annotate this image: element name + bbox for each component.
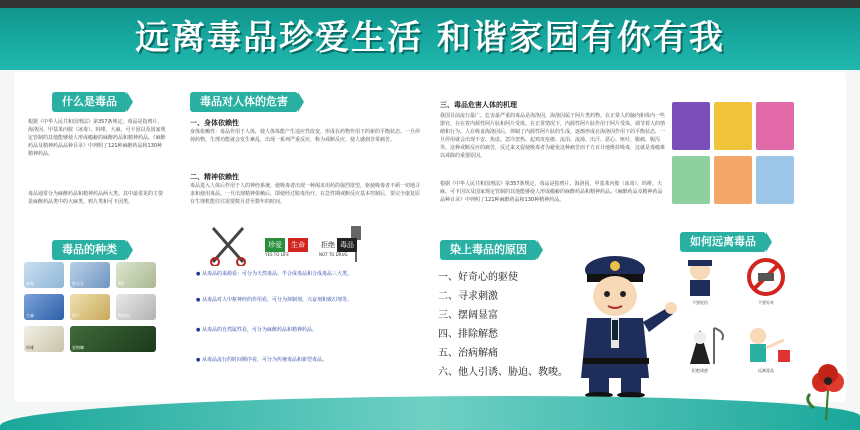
- harm-sub1: 一、身体依赖性: [190, 119, 239, 127]
- banner-drug: [337, 238, 357, 252]
- harm-sub2: 二、精神依赖性: [190, 173, 239, 181]
- harm-bullet: ● 从毒品对人中枢神经的作用看，可分为抑制剂、兴奋剂和致幻剂等。: [196, 297, 352, 303]
- police-officer-icon: [565, 248, 680, 398]
- banner-right2-text: 毒品: [340, 241, 354, 249]
- avoid-title: 如何远离毒品: [680, 232, 766, 252]
- say-no-banner: [205, 222, 425, 266]
- banner-right-text: 拒绝: [321, 241, 335, 249]
- avoid-caption: 远离毒品: [758, 368, 774, 373]
- drug-thumb-label: 大麻: [26, 313, 34, 318]
- page-title: 远离毒品珍爱生活 和谐家园有你有我: [135, 18, 725, 58]
- what-is-drug-body2: 毒品通常分为麻醉药品和精神药品两大类。其中最常见的主要是麻醉药品类中的大麻类、鸦片类和可卡因类。: [28, 191, 164, 205]
- cause-item: 三、摆阔显富: [438, 310, 498, 321]
- drug-thumb: [70, 262, 110, 288]
- harm-title: 毒品对人体的危害: [190, 92, 298, 112]
- what-is-drug-body: 根据《中华人民共和国刑法》第357条规定，毒品是指鸦片、海洛因、甲基苯丙胺（冰毒）、吗啡、大麻、可卡因以及国家规定管制的其他能够使人形成瘾癖的麻醉药品和精神药品。《麻醉药品及精神药品品种目录》中列明了121种麻醉药品和130种精神药品。: [28, 119, 166, 157]
- cause-item: 一、好奇心的驱使: [438, 272, 518, 283]
- comic-panel: [714, 156, 752, 204]
- drug-thumb-label: 摇头丸: [72, 281, 84, 286]
- cause-item: 二、寻求刺激: [438, 291, 498, 302]
- harm-p2: 毒品进入人体后作用于人的神经系统，使吸毒者出现一种渴求用药的强烈欲望，驱使吸毒者不顾一切地寻求和使用毒品。一旦出现精神依赖后，即使经过脱毒治疗，在急性期戒断反应基本控制后，要完全康复原有生理机能往往需要数月甚至数年的时间。: [190, 183, 421, 205]
- drug-thumb: [24, 326, 64, 352]
- cause-item: 五、治病解痛: [438, 348, 498, 359]
- mechanism-p1: 我国目前流行最广、危害最严重的毒品是海洛因，海洛因属于阿片类药物。在正常人的脑内和体内一些器官，存在着内源性阿片肽和阿片受体。在正常情况下，内源性阿片肽作用于阿片受体，调节着人的情绪和行为。人在吸食海洛因后，抑制了内源性阿片肽的生成，逐渐形成在海洛因作用下的平衡状态，一旦停用就会出现不安、焦虑、忽冷忽热、起鸡皮疙瘩、流泪、流涕、出汗、恶心、呕吐、腹痛、腹泻等。这种戒断反应的痛苦，反过来又促使吸毒者为避免这种痛苦而千方百计地维持吸毒，这就是毒瘾难以戒除的重要原因。: [440, 113, 665, 159]
- avoid-caption: 不要好奇: [758, 300, 774, 305]
- banner-yes: [265, 238, 285, 252]
- banner-mid-text: 生命: [291, 241, 305, 249]
- banner-en2: NOT TO DRUG: [319, 252, 348, 257]
- drug-types-grid: [24, 262, 156, 382]
- causes-list: [438, 268, 578, 393]
- harm-bullets: [196, 270, 428, 390]
- no-drugs-icon: [738, 256, 794, 298]
- comic-panel: [756, 156, 794, 204]
- poppy-flower-icon: [800, 360, 856, 420]
- banner-left-text: 珍爱: [268, 241, 282, 249]
- causes-title: 染上毒品的原因: [440, 240, 537, 260]
- harm-bullet: ● 从毒品流行的时间顺序看，可分为传统毒品和新型毒品。: [196, 357, 327, 363]
- drug-thumb: [116, 294, 156, 320]
- syringe-scissors-icon: [205, 222, 425, 266]
- comic-panel: [756, 102, 794, 150]
- cause-item: 四、排除解愁: [438, 329, 498, 340]
- drug-types-title: 毒品的种类: [52, 240, 127, 260]
- drug-thumb-label: K粉: [118, 281, 125, 286]
- comic-panel: [714, 102, 752, 150]
- avoid-caption: 拒绝诱惑: [692, 368, 708, 373]
- drug-thumb-label: 安钠咖: [72, 345, 84, 350]
- drug-thumb: [116, 262, 156, 288]
- drug-thumb-label: 鸦片: [72, 313, 80, 318]
- avoid-illustration: [738, 256, 794, 298]
- drug-thumb: [24, 262, 64, 288]
- avoid-caption: 不要轻信: [692, 300, 708, 305]
- cause-item: 六、他人引诱、胁迫、教唆。: [438, 367, 568, 378]
- drug-thumb: [70, 294, 110, 320]
- banner-en1: YES TO LIFE: [265, 252, 289, 257]
- comic-panels: [672, 102, 792, 207]
- avoid-illustrations: [672, 250, 802, 390]
- comic-panel: [672, 102, 710, 150]
- pointing-person-icon: [738, 324, 794, 366]
- drug-thumb: [24, 294, 64, 320]
- avoid-illustration: [672, 256, 728, 298]
- comic-panel: [672, 156, 710, 204]
- grim-reaper-icon: [672, 324, 728, 366]
- what-is-drug-title: 什么是毒品: [52, 92, 127, 112]
- banner-refuse: [319, 238, 337, 252]
- drug-thumb-label: 冰毒: [26, 281, 34, 286]
- harm-bullet: ● 从毒品的自然属性看，可分为麻醉药品和精神药品。: [196, 327, 317, 333]
- cartoon-police-icon: [672, 256, 728, 298]
- police-officer-illustration: [565, 248, 680, 398]
- poppy-flower-illustration: [800, 360, 856, 420]
- banner-life: [288, 238, 308, 252]
- mechanism-p2: 根据《中华人民共和国刑法》第357条规定，毒品是指鸦片、海洛因、甲基苯丙胺（冰毒）、吗啡、大麻、可卡因以及国家规定管制的其他能够使人形成瘾癖的麻醉药品和精神药品。《麻醉药品及精神药品品种目录》中列明了121种麻醉药品和130种精神药品。: [440, 181, 663, 203]
- avoid-illustration: [672, 324, 728, 366]
- harm-bullet: ● 从毒品的来源看：可分为天然毒品、半合成毒品和合成毒品三大类。: [196, 271, 352, 277]
- avoid-illustration: [738, 324, 794, 366]
- drug-thumb: [70, 326, 156, 352]
- drug-thumb-label: 吗啡: [26, 345, 34, 350]
- drug-thumb-label: 海洛因: [118, 313, 130, 318]
- harm-p1: 身体依赖性：毒品作用于人体，使人体体能产生适应性改变，形成在药物作用下的新的平衡状态。一旦停掉药物，生理功能就会发生紊乱，出现一系列严重反应，称为戒断反应，使人感到非常痛苦。: [190, 129, 421, 143]
- mechanism-title: 三、毒品危害人体的机理: [440, 101, 517, 109]
